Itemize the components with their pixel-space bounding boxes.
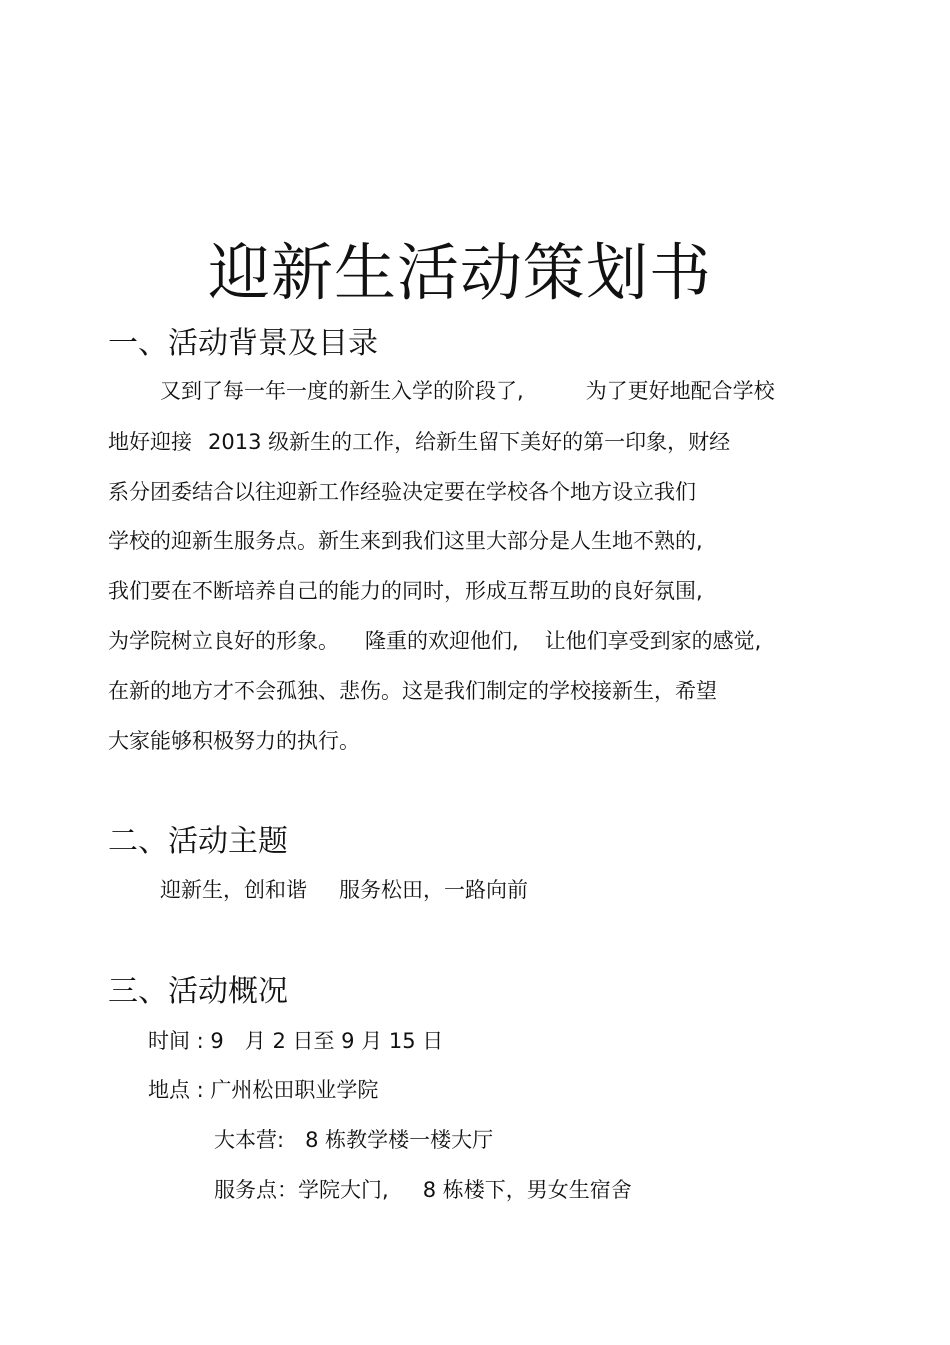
paragraph-line xyxy=(108,526,703,556)
paragraph-line xyxy=(160,376,775,406)
text-fragment: 为学院树立良好的形象。 xyxy=(108,629,339,653)
paragraph-line xyxy=(108,576,703,606)
text-fragment: 学校的迎新生服务点。新生来到我们这里大部分是人生地不熟的, xyxy=(108,529,703,553)
text-fragment: 我们要在不断培养自己的能力的同时，形成互帮互助的良好氛围, xyxy=(108,579,703,603)
text-fragment: 迎新生，创和谐 xyxy=(160,878,307,902)
overview-time: 时间 : 9 月 2 日至 9 月 15 日 xyxy=(148,1029,444,1053)
overview-service xyxy=(214,1175,632,1205)
document-title: 迎新生活动策划书 xyxy=(207,236,712,309)
text-fragment: 服务点：学院大门, xyxy=(214,1178,389,1202)
text-fragment: 系分团委结合以往迎新工作经验决定要在学校各个地方设立我们 xyxy=(108,480,696,504)
overview-camp: 大本营: 8 栋教学楼一楼大厅 xyxy=(214,1128,494,1152)
text-fragment: 2013 级新生的工作，给新生留下美好的第一印象，财经 xyxy=(208,430,731,454)
section-heading-overview: 三、活动概况 xyxy=(108,974,288,1009)
theme-line xyxy=(160,875,528,905)
overview-place: 地点 : 广州松田职业学院 xyxy=(148,1078,379,1102)
text-fragment: 隆重的欢迎他们, xyxy=(365,629,519,653)
text-fragment: 8 栋楼下，男女生宿舍 xyxy=(422,1178,632,1202)
paragraph-line xyxy=(108,626,761,656)
text-fragment: 又到了每一年一度的新生入学的阶段了, xyxy=(160,379,524,403)
section-heading-theme: 二、活动主题 xyxy=(108,824,288,859)
paragraph-line xyxy=(108,676,717,706)
text-fragment: 地好迎接 xyxy=(108,430,192,454)
paragraph-line xyxy=(108,427,730,457)
text-fragment: 服务松田，一路向前 xyxy=(339,878,528,902)
text-fragment: 为了更好地配合学校 xyxy=(585,379,775,403)
text-fragment: 大家能够积极努力的执行。 xyxy=(108,729,360,753)
text-fragment: 在新的地方才不会孤独、悲伤。这是我们制定的学校接新生，希望 xyxy=(108,679,717,703)
section-heading-background: 一、活动背景及目录 xyxy=(108,326,378,361)
paragraph-line xyxy=(108,477,696,507)
paragraph-line xyxy=(108,726,360,756)
text-fragment: 让他们享受到家的感觉, xyxy=(544,629,762,653)
